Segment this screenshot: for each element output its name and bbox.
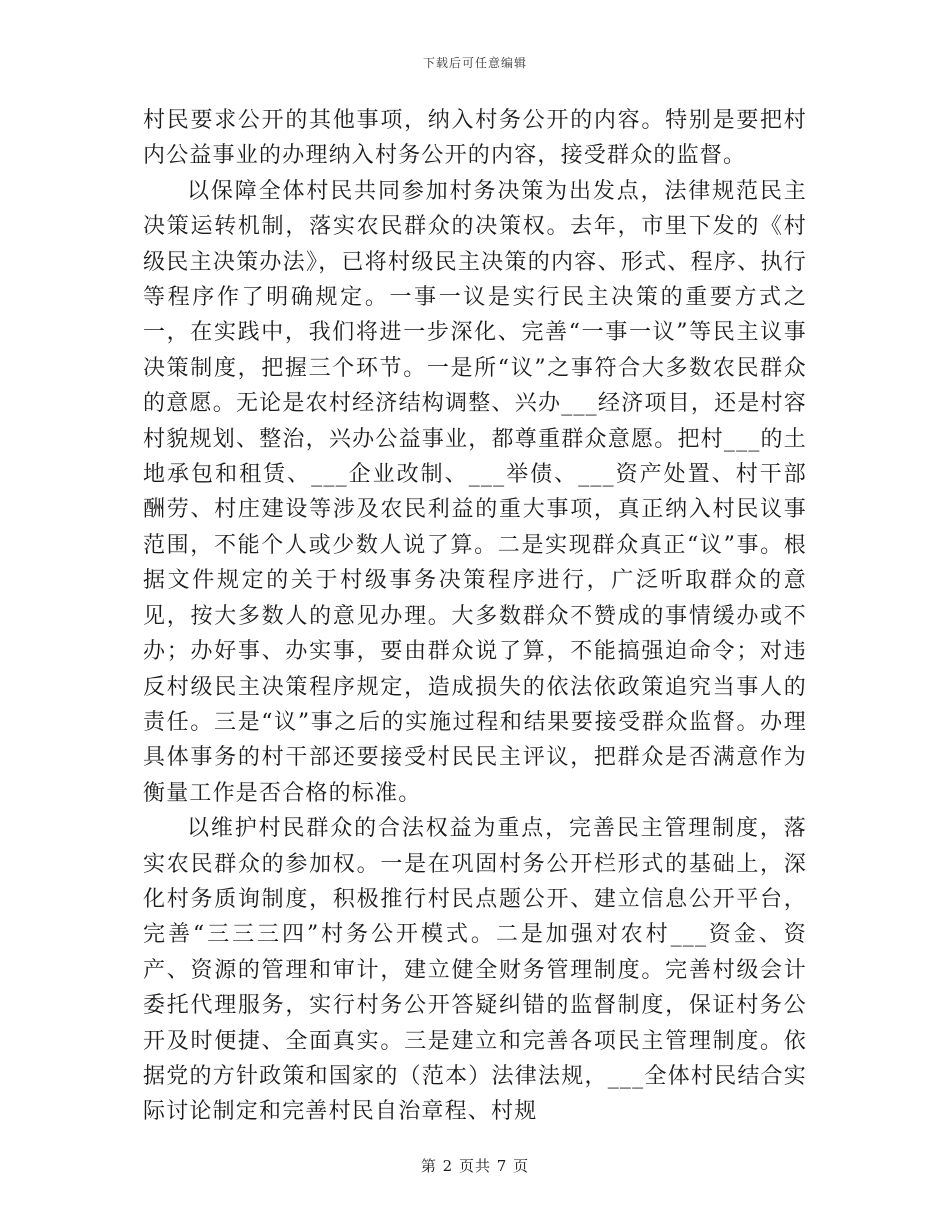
page-header: 下载后可任意编辑	[422, 56, 527, 70]
page-number: 第 2 页共 7 页	[420, 1157, 530, 1175]
paragraph-2: 以保障全体村民共同参加村务决策为出发点，法律规范民主决策运转机制，落实农民群众的决策权。去年，市里下发的《村级民主决策办法》，已将村级民主决策的内容、形式、程序、执行等程序作了明确规定。一事一议是实行民主决策的重要方式之一，在实践中，我们将进一步深化、完善“一事一议”等民主议事决策制度，把握三个环节。一是所“议”之事符合大多数农民群众的意愿。无论是农村经济结构调整、兴办___经济项目，还是村容村貌规划、整治，兴办公益事业，都尊重群众意愿。把村___的土地承包和租赁、___企业改制、___举债、___资产处置、村干部酬劳、村庄建设等涉及农民利益的重大事项，真正纳入村民议事范围，不能个人或少数人说了算。二是实现群众真正“议”事。根据文件规定的关于村级事务决策程序进行，广泛听取群众的意见，按大多数人的意见办理。大多数群众不赞成的事情缓办或不办；办好事、办实事，要由群众说了算，不能搞强迫命令；对违反村级民主决策程序规定，造成损失的依法依政策追究当事人的责任。三是“议”事之后的实施过程和结果要接受群众监督。办理具体事务的村干部还要接受村民民主评议，把群众是否满意作为衡量工作是否合格的标准。	[143, 178, 807, 806]
paragraph-3: 以维护村民群众的合法权益为重点，完善民主管理制度，落实农民群众的参加权。一是在巩固村务公开栏形式的基础上，深化村务质询制度，积极推行村民点题公开、建立信息公开平台，完善“三三三四”村务公开模式。二是加强对农村___资金、资产、资源的管理和审计，建立健全财务管理制度。完善村级会计委托代理服务，实行村务公开答疑纠错的监督制度，保证村务公开及时便捷、全面真实。三是建立和完善各项民主管理制度。依据党的方针政策和国家的（范本）法律法规，___全体村民结合实际讨论制定和完善村民自治章程、村规	[143, 816, 807, 1125]
paragraph-1: 村民要求公开的其他事项，纳入村务公开的内容。特别是要把村内公益事业的办理纳入村务公开的内容，接受群众的监督。	[143, 108, 807, 169]
document-body	[143, 103, 807, 1130]
